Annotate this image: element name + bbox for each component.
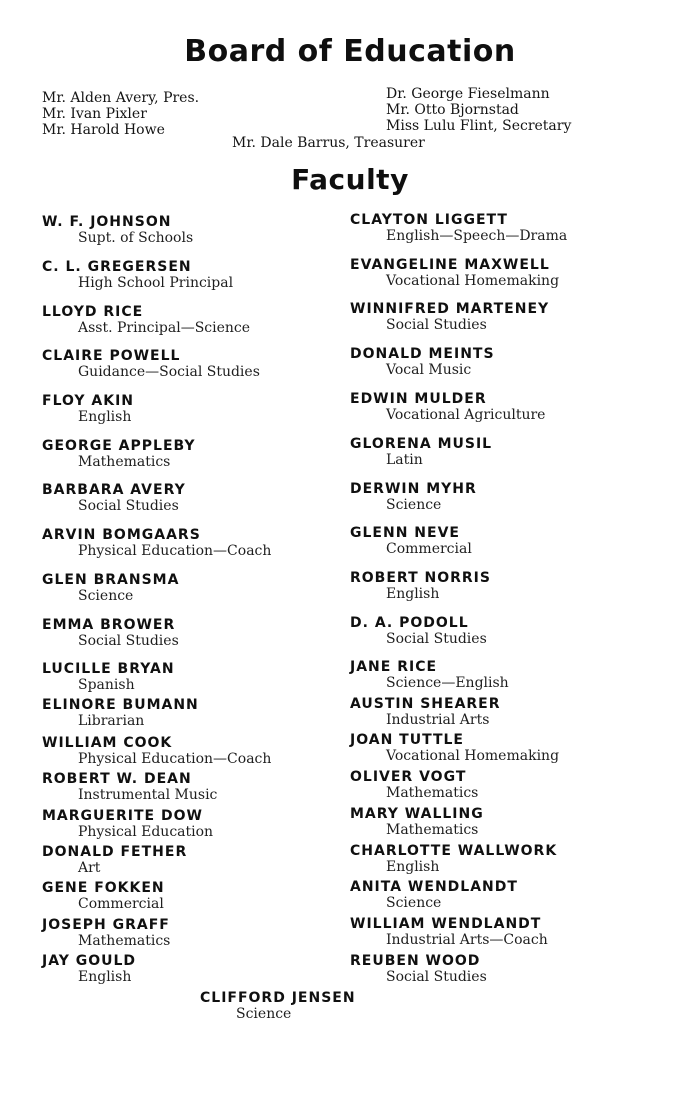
- faculty-name: AUSTIN SHEARER: [350, 696, 501, 712]
- faculty-entry: [42, 953, 136, 985]
- faculty-name: D. A. PODOLL: [350, 615, 469, 631]
- faculty-entry: [350, 257, 559, 289]
- faculty-name: DERWIN MYHR: [350, 481, 477, 497]
- faculty-name: JANE RICE: [350, 659, 438, 675]
- faculty-role: Science: [78, 588, 134, 604]
- faculty-name: ELINORE BUMANN: [42, 697, 199, 713]
- faculty-entry: [350, 391, 545, 423]
- faculty-entry: [42, 572, 179, 604]
- faculty-entry: [42, 808, 213, 840]
- faculty-entry: [350, 659, 509, 691]
- faculty-name: GLORENA MUSIL: [350, 436, 493, 452]
- faculty-role: Vocational Homemaking: [386, 273, 560, 289]
- faculty-role: English—Speech—Drama: [386, 228, 568, 244]
- faculty-name: EVANGELINE MAXWELL: [350, 257, 550, 273]
- faculty-role: Mathematics: [78, 933, 171, 949]
- faculty-entry: [42, 880, 165, 912]
- board-member: Mr. Ivan Pixler: [42, 106, 147, 122]
- faculty-role: Science: [236, 1006, 292, 1022]
- faculty-entry: [350, 732, 559, 764]
- faculty-name: FLOY AKIN: [42, 393, 135, 409]
- faculty-name: ROBERT NORRIS: [350, 570, 491, 586]
- faculty-entry: [350, 843, 557, 875]
- faculty-entry: [42, 661, 175, 693]
- faculty-entry: [350, 212, 567, 244]
- faculty-entry: [42, 304, 250, 336]
- faculty-role: English: [386, 586, 440, 602]
- faculty-name: WILLIAM WENDLANDT: [350, 916, 542, 932]
- faculty-entry: [42, 917, 170, 949]
- board-member: Mr. Dale Barrus, Treasurer: [232, 135, 425, 151]
- faculty-name: DONALD MEINTS: [350, 346, 495, 362]
- faculty-entry: [350, 806, 484, 838]
- board-member: Mr. Otto Bjornstad: [386, 102, 519, 118]
- faculty-role: Social Studies: [386, 969, 487, 985]
- faculty-role: Industrial Arts: [386, 712, 490, 728]
- faculty-role: Science—English: [386, 675, 509, 691]
- board-title: Board of Education: [184, 34, 516, 69]
- faculty-entry: [350, 696, 501, 728]
- faculty-role: Social Studies: [386, 317, 487, 333]
- board-member: Mr. Alden Avery, Pres.: [42, 90, 200, 106]
- faculty-name: GENE FOKKEN: [42, 880, 165, 896]
- faculty-role: High School Principal: [78, 275, 234, 291]
- faculty-entry: [42, 438, 196, 470]
- faculty-role: Social Studies: [386, 631, 487, 647]
- faculty-role: Guidance—Social Studies: [78, 364, 260, 380]
- faculty-entry: [350, 769, 478, 801]
- faculty-role: Social Studies: [78, 498, 179, 514]
- faculty-role: Science: [386, 497, 442, 513]
- faculty-entry: [350, 879, 518, 911]
- faculty-entry: [42, 697, 199, 729]
- faculty-entry: [42, 771, 217, 803]
- faculty-name: LLOYD RICE: [42, 304, 144, 320]
- faculty-role: Spanish: [78, 677, 135, 693]
- faculty-name: GEORGE APPLEBY: [42, 438, 196, 454]
- faculty-entry: [350, 346, 495, 378]
- faculty-role: Physical Education—Coach: [78, 543, 272, 559]
- faculty-name: OLIVER VOGT: [350, 769, 467, 785]
- faculty-entry: [350, 301, 549, 333]
- faculty-role: Vocational Homemaking: [386, 748, 560, 764]
- faculty-name: ARVIN BOMGAARS: [42, 527, 201, 543]
- faculty-name: CLAYTON LIGGETT: [350, 212, 508, 228]
- faculty-name: C. L. GREGERSEN: [42, 259, 192, 275]
- faculty-name: WINNIFRED MARTENEY: [350, 301, 550, 317]
- faculty-role: English: [78, 409, 132, 425]
- faculty-name: WILLIAM COOK: [42, 735, 173, 751]
- faculty-entry: [350, 436, 492, 468]
- faculty-name: W. F. JOHNSON: [42, 214, 172, 230]
- faculty-name: JAY GOULD: [42, 953, 137, 969]
- faculty-name: CHARLOTTE WALLWORK: [350, 843, 558, 859]
- faculty-name: MARY WALLING: [350, 806, 484, 822]
- faculty-role: Supt. of Schools: [78, 230, 194, 246]
- faculty-role: Art: [78, 860, 101, 876]
- faculty-title: Faculty: [291, 163, 409, 196]
- faculty-entry: [350, 953, 487, 985]
- faculty-entry: [350, 615, 487, 647]
- faculty-name: ANITA WENDLANDT: [350, 879, 518, 895]
- faculty-entry: [42, 844, 187, 876]
- faculty-name: CLIFFORD JENSEN: [200, 990, 356, 1006]
- faculty-entry: [350, 916, 548, 948]
- faculty-name: CLAIRE POWELL: [42, 348, 181, 364]
- board-member: Dr. George Fieselmann: [386, 86, 550, 102]
- faculty-role: Vocational Agriculture: [386, 407, 546, 423]
- faculty-entry: [42, 735, 271, 767]
- faculty-role: Mathematics: [78, 454, 171, 470]
- faculty-name: BARBARA AVERY: [42, 482, 186, 498]
- faculty-name: ROBERT W. DEAN: [42, 771, 192, 787]
- faculty-role: Commercial: [78, 896, 164, 912]
- faculty-role: Physical Education: [78, 824, 214, 840]
- faculty-role: Commercial: [386, 541, 472, 557]
- faculty-entry: [350, 525, 472, 557]
- faculty-role: English: [78, 969, 132, 985]
- faculty-name: JOSEPH GRAFF: [42, 917, 170, 933]
- faculty-name: EMMA BROWER: [42, 617, 176, 633]
- faculty-name: LUCILLE BRYAN: [42, 661, 175, 677]
- faculty-role: Social Studies: [78, 633, 179, 649]
- faculty-role: Physical Education—Coach: [78, 751, 272, 767]
- board-member: Mr. Harold Howe: [42, 122, 165, 138]
- faculty-entry: [350, 481, 477, 513]
- faculty-name: DONALD FETHER: [42, 844, 188, 860]
- faculty-name: REUBEN WOOD: [350, 953, 481, 969]
- faculty-role: Mathematics: [386, 822, 479, 838]
- faculty-role: Mathematics: [386, 785, 479, 801]
- faculty-role: Science: [386, 895, 442, 911]
- faculty-entry: [42, 393, 134, 425]
- faculty-entry: [42, 214, 193, 246]
- faculty-entry: [42, 527, 271, 559]
- faculty-name: EDWIN MULDER: [350, 391, 487, 407]
- board-member: Miss Lulu Flint, Secretary: [386, 118, 572, 134]
- faculty-role: Asst. Principal—Science: [78, 320, 251, 336]
- faculty-role: English: [386, 859, 440, 875]
- faculty-role: Industrial Arts—Coach: [386, 932, 548, 948]
- faculty-entry: [42, 617, 179, 649]
- faculty-entry: [350, 570, 491, 602]
- faculty-entry: [42, 482, 186, 514]
- faculty-role: Vocal Music: [386, 362, 472, 378]
- faculty-role: Instrumental Music: [78, 787, 218, 803]
- faculty-name: GLEN BRANSMA: [42, 572, 180, 588]
- faculty-entry: [42, 259, 233, 291]
- faculty-role: Latin: [386, 452, 423, 468]
- faculty-name: GLENN NEVE: [350, 525, 460, 541]
- faculty-entry: [42, 348, 260, 380]
- faculty-name: MARGUERITE DOW: [42, 808, 203, 824]
- faculty-name: JOAN TUTTLE: [350, 732, 464, 748]
- faculty-entry: [200, 990, 356, 1022]
- faculty-role: Librarian: [78, 713, 145, 729]
